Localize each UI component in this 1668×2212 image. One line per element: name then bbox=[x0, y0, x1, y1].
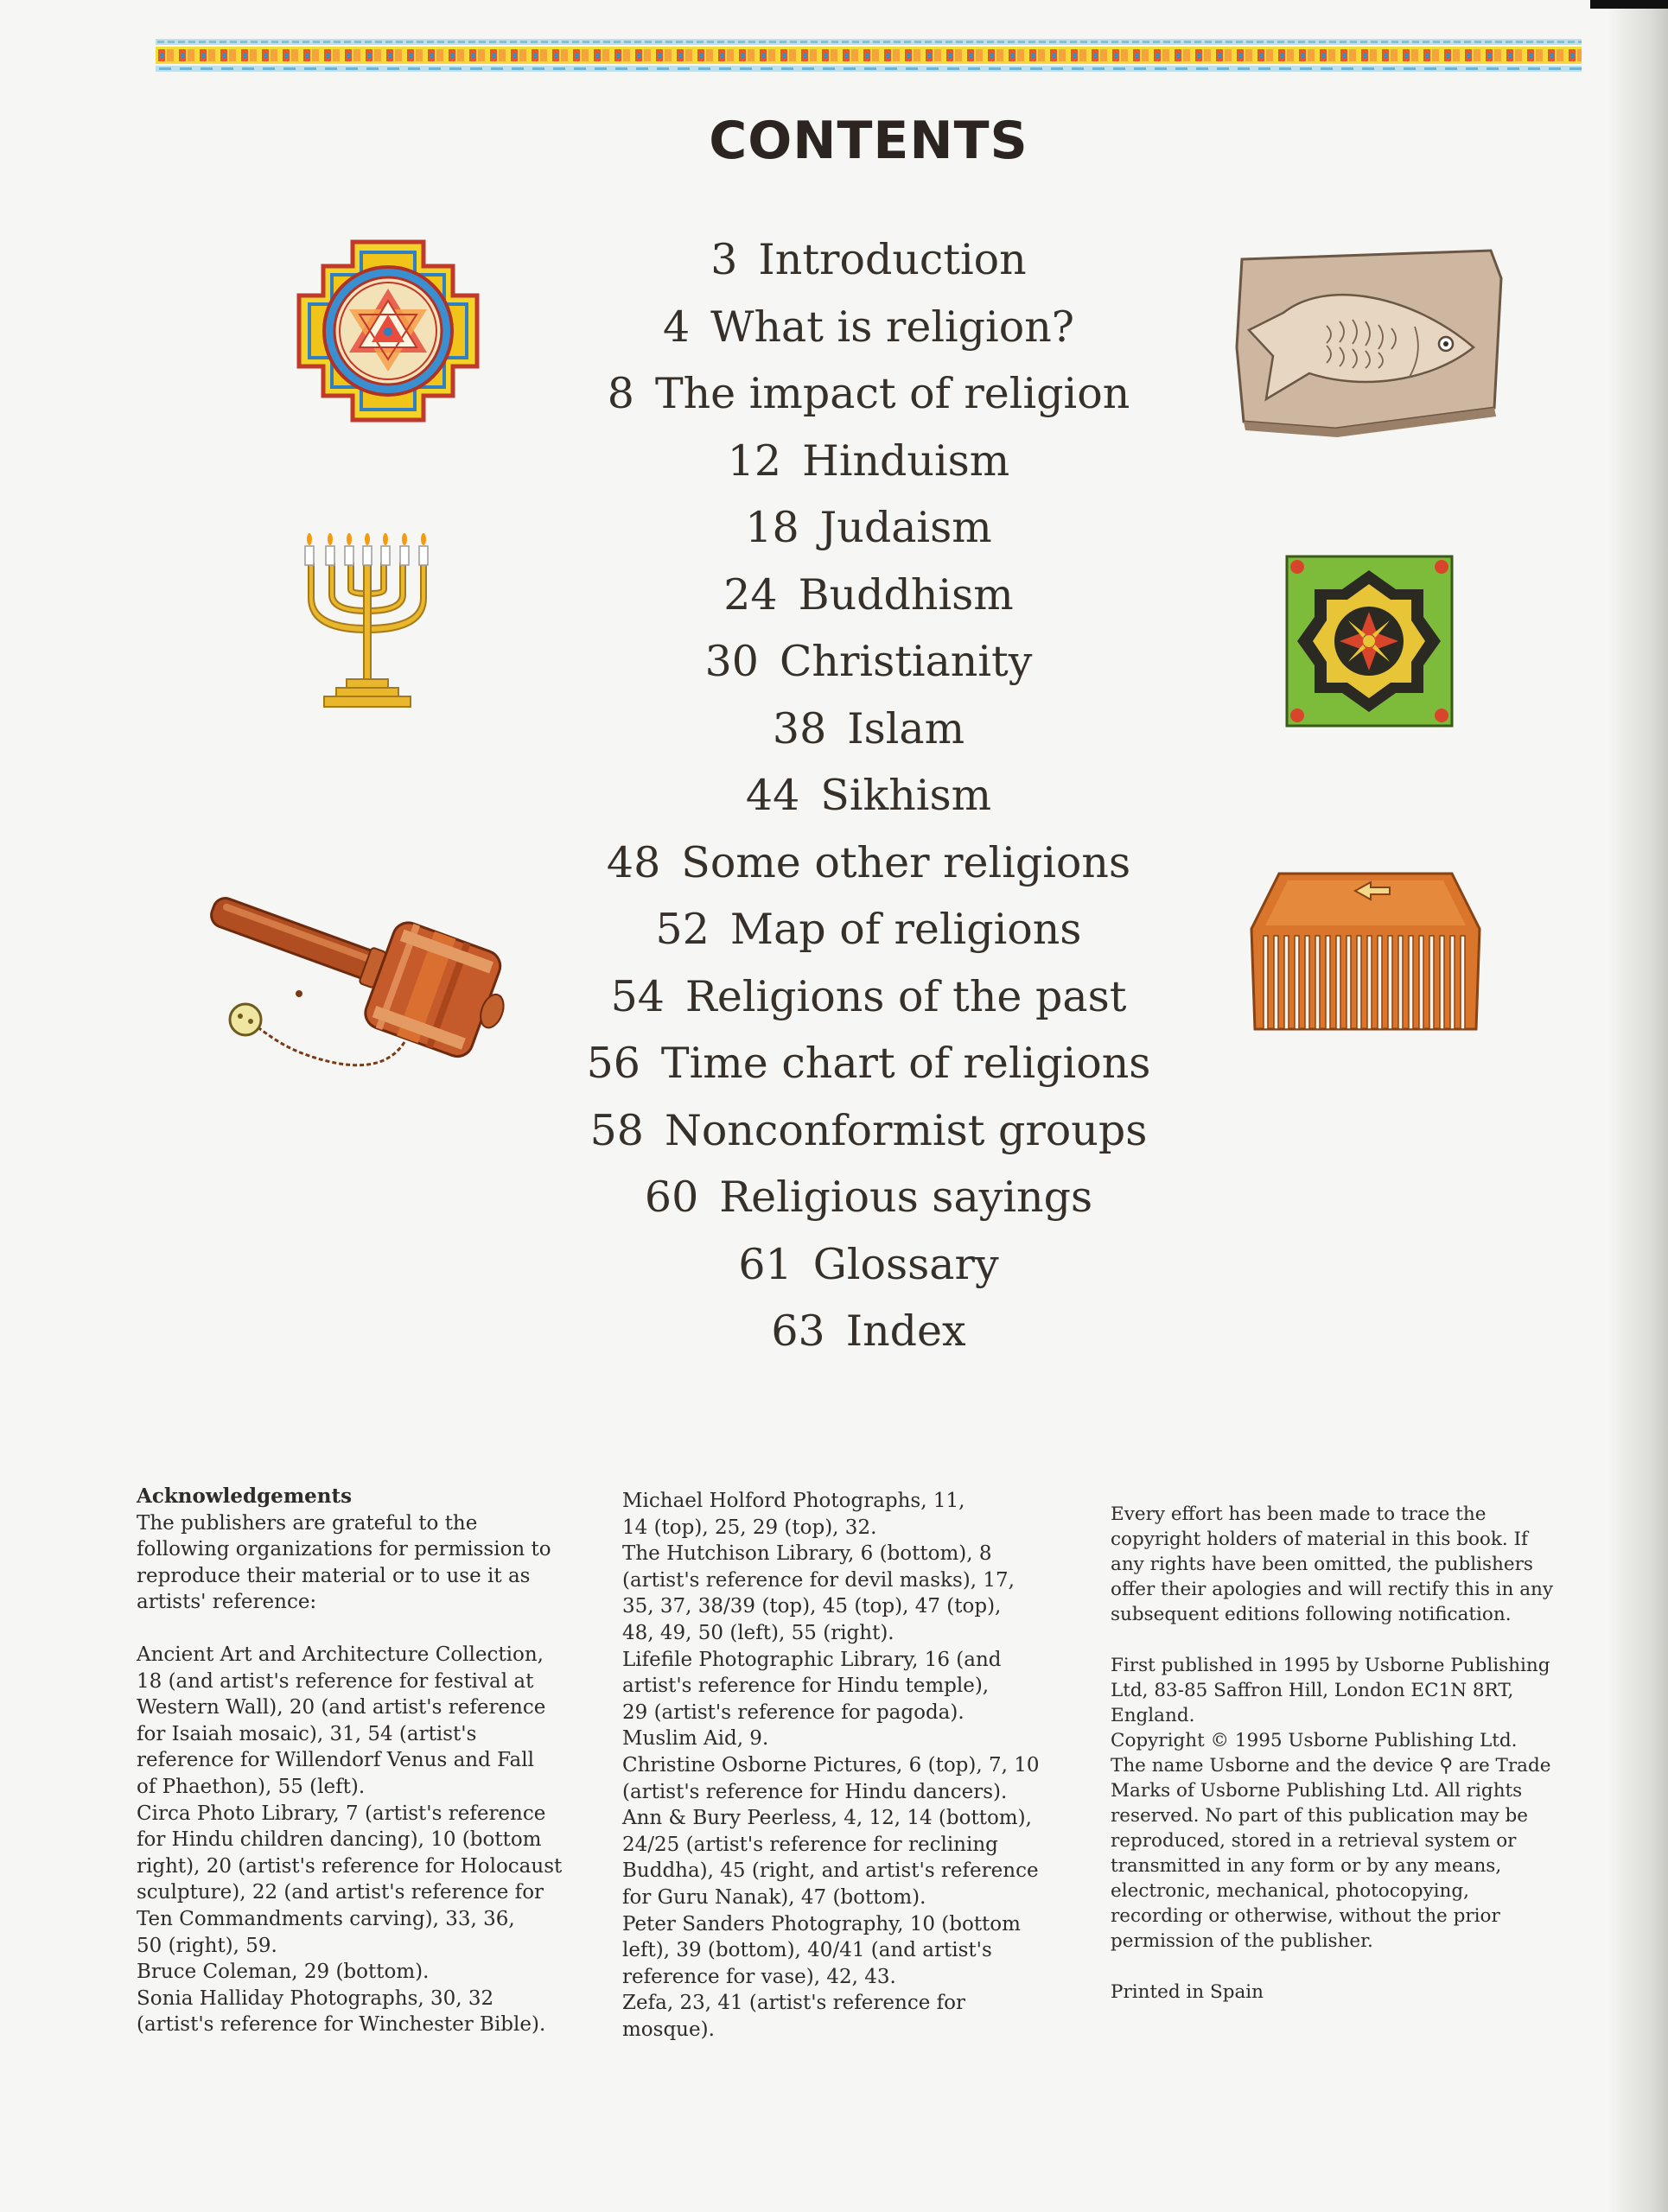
toc-page-number: 24 bbox=[723, 569, 778, 620]
ack-line: following organizations for permission to bbox=[137, 1538, 551, 1561]
carved-fish-tile-illustration bbox=[1232, 244, 1508, 439]
ack-line: permission of the publisher. bbox=[1111, 1930, 1373, 1952]
ack-line: reproduce their material or to use it as bbox=[137, 1564, 531, 1587]
toc-title: Judaism bbox=[819, 503, 992, 553]
toc-title: Index bbox=[845, 1306, 966, 1357]
toc-title: Religious sayings bbox=[719, 1173, 1093, 1223]
toc-entry bbox=[0, 1298, 1668, 1365]
ack-line: electronic, mechanical, photocopying, bbox=[1111, 1880, 1469, 1902]
acknowledgements-column-2 bbox=[622, 1488, 1106, 2043]
sri-yantra-illustration bbox=[292, 235, 484, 427]
ack-line: (artist's reference for Hindu dancers). bbox=[622, 1780, 1008, 1803]
ack-line: Circa Photo Library, 7 (artist's reference bbox=[137, 1802, 546, 1825]
toc-title: Religions of the past bbox=[684, 971, 1127, 1021]
ack-line: Ltd, 83-85 Saffron Hill, London EC1N 8RT, bbox=[1111, 1680, 1514, 1701]
toc-page-number: 48 bbox=[606, 837, 661, 887]
ack-line: artists' reference: bbox=[137, 1591, 317, 1614]
ack-line: Ten Commandments carving), 33, 36, bbox=[137, 1907, 515, 1930]
toc-entry bbox=[0, 494, 1668, 562]
ack-line: 24/25 (artist's reference for reclining bbox=[622, 1833, 998, 1856]
ack-line: right), 20 (artist's reference for Holocaust bbox=[137, 1854, 563, 1878]
ack-line: The Hutchison Library, 6 (bottom), 8 bbox=[622, 1542, 992, 1566]
ack-line: recording or otherwise, without the prior bbox=[1111, 1905, 1500, 1927]
ack-line: reference for vase), 42, 43. bbox=[622, 1965, 896, 1988]
toc-title: Nonconformist groups bbox=[664, 1105, 1148, 1155]
ack-line: transmitted in any form or by any means, bbox=[1111, 1855, 1502, 1877]
ack-line: copyright holders of material in this book. If bbox=[1111, 1529, 1529, 1550]
ack-line: Bruce Coleman, 29 (bottom). bbox=[137, 1961, 430, 1984]
ack-line: of Phaethon), 55 (left). bbox=[137, 1775, 366, 1798]
ack-line: Zefa, 23, 41 (artist's reference for bbox=[622, 1992, 965, 2015]
toc-page-number: 60 bbox=[644, 1173, 699, 1223]
ack-line: Sonia Halliday Photographs, 30, 32 bbox=[137, 1986, 494, 2010]
ack-line: Every effort has been made to trace the bbox=[1111, 1503, 1487, 1525]
ack-line: Ann & Bury Peerless, 4, 12, 14 (bottom), bbox=[622, 1807, 1032, 1830]
toc-title: Islam bbox=[847, 703, 965, 753]
toc-title: Buddhism bbox=[798, 569, 1014, 620]
toc-entry bbox=[0, 1164, 1668, 1231]
ack-line: First published in 1995 by Usborne Publishing bbox=[1111, 1655, 1550, 1676]
ack-line: 35, 37, 38/39 (top), 45 (top), 47 (top), bbox=[622, 1595, 1002, 1618]
ack-line: mosque). bbox=[622, 2018, 715, 2041]
ack-line: reproduced, stored in a retrieval system or bbox=[1111, 1830, 1517, 1852]
decorative-border-strip bbox=[156, 39, 1582, 73]
ack-line: for Hindu children dancing), 10 (bottom bbox=[137, 1828, 542, 1852]
ack-line: Western Wall), 20 (and artist's reference bbox=[137, 1696, 546, 1719]
ack-line: 14 (top), 25, 29 (top), 32. bbox=[622, 1516, 877, 1539]
ack-line: Buddha), 45 (right, and artist's reference bbox=[622, 1859, 1039, 1883]
ack-line: Lifefile Photographic Library, 16 (and bbox=[622, 1648, 1002, 1671]
toc-page-number: 3 bbox=[710, 235, 738, 285]
ack-line: Muslim Aid, 9. bbox=[622, 1727, 769, 1751]
ack-line: The publishers are grateful to the bbox=[137, 1511, 478, 1535]
toc-page-number: 18 bbox=[745, 503, 799, 553]
ack-line: Printed in Spain bbox=[1111, 1981, 1264, 2003]
ack-line: England. bbox=[1111, 1705, 1195, 1726]
toc-page-number: 44 bbox=[745, 771, 800, 821]
ack-line: Christine Osborne Pictures, 6 (top), 7, 10 bbox=[622, 1753, 1040, 1777]
ack-line: reference for Willendorf Venus and Fall bbox=[137, 1749, 534, 1772]
ack-line: left), 39 (bottom), 40/41 (and artist's bbox=[622, 1939, 992, 1962]
prayer-wheel-illustration bbox=[188, 873, 534, 1097]
toc-title: Sikhism bbox=[820, 771, 992, 821]
toc-page-number: 4 bbox=[662, 302, 691, 352]
ack-line: 18 (and artist's reference for festival at bbox=[137, 1669, 534, 1693]
toc-title: Introduction bbox=[758, 235, 1027, 285]
scan-corner bbox=[1590, 0, 1668, 9]
acknowledgements-column-1 bbox=[137, 1484, 621, 2038]
ack-line: Marks of Usborne Publishing Ltd. All rights bbox=[1111, 1780, 1523, 1802]
ack-line: 29 (artist's reference for pagoda). bbox=[622, 1700, 965, 1724]
toc-page-number: 12 bbox=[727, 435, 782, 486]
ack-line: 48, 49, 50 (left), 55 (right). bbox=[622, 1621, 894, 1644]
toc-entry bbox=[0, 762, 1668, 830]
copyright-notice-column bbox=[1111, 1502, 1595, 2005]
toc-title: The impact of religion bbox=[654, 369, 1130, 419]
ack-line: any rights have been omitted, the publishers bbox=[1111, 1554, 1533, 1575]
toc-page-number: 54 bbox=[610, 971, 665, 1021]
ack-line: sculpture), 22 (and artist's reference for bbox=[137, 1881, 544, 1904]
toc-page-number: 61 bbox=[738, 1239, 793, 1289]
ack-line: Michael Holford Photographs, 11, bbox=[622, 1490, 965, 1512]
menorah-illustration bbox=[298, 529, 436, 723]
toc-title: Map of religions bbox=[729, 905, 1082, 955]
ack-line: The name Usborne and the device ⚲ are Trade bbox=[1111, 1755, 1551, 1777]
toc-title: Hinduism bbox=[802, 435, 1010, 486]
ack-line: offer their apologies and will rectify this in any bbox=[1111, 1579, 1554, 1600]
comb-illustration bbox=[1245, 868, 1487, 1033]
toc-page-number: 58 bbox=[589, 1105, 644, 1155]
toc-title: Glossary bbox=[812, 1239, 999, 1289]
ack-line: for Guru Nanak), 47 (bottom). bbox=[622, 1885, 926, 1909]
acknowledgements-heading: Acknowledgements bbox=[137, 1484, 353, 1508]
toc-page-number: 63 bbox=[771, 1306, 825, 1357]
toc-page-number: 8 bbox=[607, 369, 634, 419]
ack-line: artist's reference for Hindu temple), bbox=[622, 1675, 990, 1698]
toc-title: Time chart of religions bbox=[660, 1039, 1151, 1089]
ack-line: reserved. No part of this publication may be bbox=[1111, 1805, 1529, 1827]
ack-line: Ancient Art and Architecture Collection, bbox=[137, 1643, 544, 1666]
ack-line: 50 (right), 59. bbox=[137, 1934, 277, 1957]
ack-line: Copyright © 1995 Usborne Publishing Ltd. bbox=[1111, 1730, 1518, 1751]
ack-line: (artist's reference for devil masks), 17, bbox=[622, 1568, 1015, 1592]
ack-line: subsequent editions following notification. bbox=[1111, 1604, 1512, 1625]
toc-page-number: 52 bbox=[655, 905, 710, 955]
toc-entry bbox=[0, 1097, 1668, 1165]
islamic-tile-illustration bbox=[1285, 555, 1454, 728]
toc-title: Some other religions bbox=[681, 837, 1131, 887]
toc-entry bbox=[0, 1231, 1668, 1299]
toc-page-number: 30 bbox=[704, 637, 759, 687]
toc-title: What is religion? bbox=[710, 302, 1075, 352]
ack-line: (artist's reference for Winchester Bible). bbox=[137, 2013, 546, 2037]
toc-page-number: 56 bbox=[586, 1039, 640, 1089]
ack-line: for Isaiah mosaic), 31, 54 (artist's bbox=[137, 1722, 477, 1745]
ack-line: Peter Sanders Photography, 10 (bottom bbox=[622, 1912, 1021, 1936]
toc-page-number: 38 bbox=[772, 703, 827, 753]
page-title: CONTENTS bbox=[709, 111, 1028, 171]
toc-title: Christianity bbox=[779, 637, 1033, 687]
